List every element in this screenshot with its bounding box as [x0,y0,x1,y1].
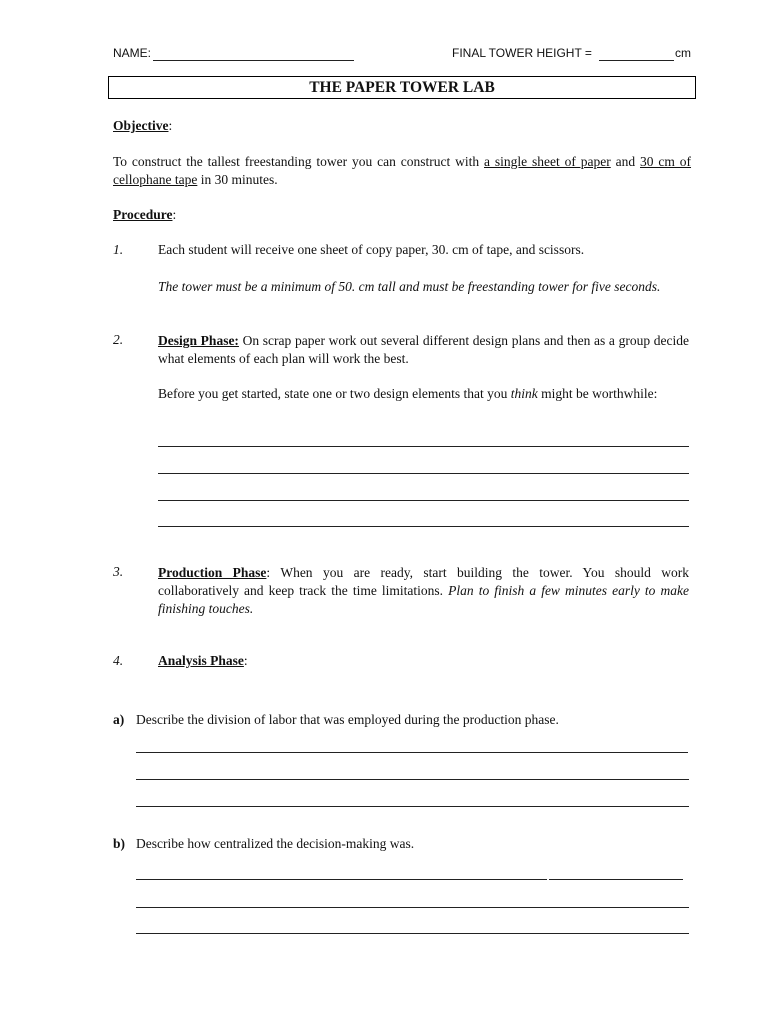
step-4-number: 4. [113,653,124,668]
step-3-text: Production Phase: When you are ready, start building the tower. You should work collaboratively and keep track the time limitations. Plan to finish a few minutes early to make finishing touches. [158,565,689,616]
question-b-answer-line-1-end[interactable] [549,879,683,880]
question-a-answer-line-2[interactable] [136,779,689,780]
question-b-answer-line-3[interactable] [136,933,689,934]
step-1-note: The tower must be a minimum of 50. cm tall and must be freestanding tower for five seconds. [158,279,661,294]
name-label: NAME: [113,46,152,60]
tower-height-label: FINAL TOWER HEIGHT = [452,46,592,60]
step-4-label: Analysis Phase: [158,653,248,668]
tower-height-unit: cm [675,46,691,60]
step-2-text: Design Phase: On scrap paper work out several different design plans and then as a group decide what elements of each plan will work the best. [158,333,689,366]
name-field[interactable] [153,60,354,61]
objective-heading: Objective: [113,118,173,133]
step-1-number: 1. [113,242,124,257]
step-2-number: 2. [113,332,124,347]
question-b-answer-line-1[interactable] [136,879,547,880]
step-3-number: 3. [113,564,124,579]
question-b-letter: b) [113,836,126,851]
objective-text: To construct the tallest freestanding tower you can construct with a single sheet of paper and 30 cm of cellophane tape in 30 minutes. [113,154,692,187]
question-b-answer-line-2[interactable] [136,907,689,908]
question-a-letter: a) [113,712,125,727]
question-a-answer-line-3[interactable] [136,806,689,807]
design-answer-line-3[interactable] [158,500,689,501]
page-title: THE PAPER TOWER LAB [108,76,696,99]
question-b-text: Describe how centralized the decision-making was. [136,836,415,851]
question-a-answer-line-1[interactable] [136,752,688,753]
design-answer-line-1[interactable] [158,446,689,447]
design-answer-line-2[interactable] [158,473,689,474]
question-a-text: Describe the division of labor that was employed during the production phase. [136,712,559,727]
tower-height-field[interactable] [599,60,674,61]
design-answer-line-4[interactable] [158,526,689,527]
procedure-heading: Procedure: [113,207,177,222]
step-2-prompt: Before you get started, state one or two design elements that you think might be worthwhile: [158,386,658,401]
step-1-text: Each student will receive one sheet of copy paper, 30. cm of tape, and scissors. [158,242,585,257]
